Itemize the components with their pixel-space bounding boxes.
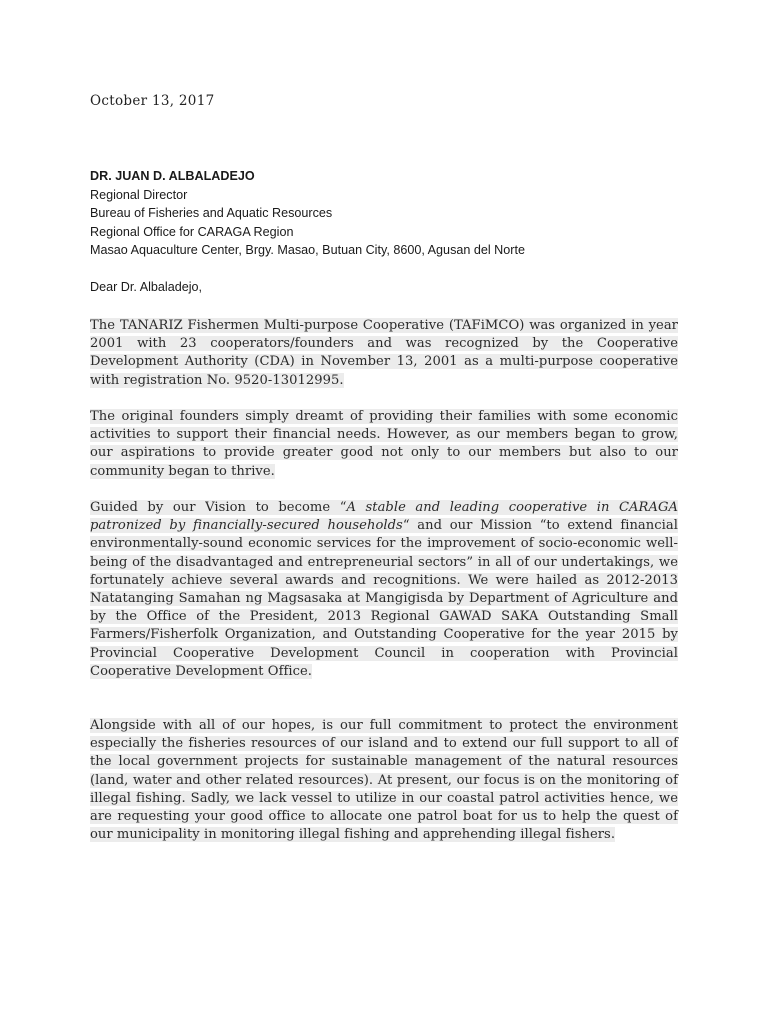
paragraph-vision-mission	[90, 499, 678, 681]
paragraph-founders	[90, 408, 678, 481]
vision-lead-text: Guided by our Vision to become “	[90, 500, 347, 515]
recipient-organization: Bureau of Fisheries and Aquatic Resources	[90, 206, 333, 221]
vision-statement: A stable and leading cooperative in CARAGA patronized by financially-secured households	[90, 500, 678, 534]
recipient-name: DR. JUAN D. ALBALADEJO	[90, 169, 255, 183]
mission-awards-text: “ and our Mission “to extend financial environmentally-sound economic services for the improvement of socio-economic well-being of the disadvantaged and entrepreneurial sectors” in all of our undertakings, we fortunately achieve several awards and recognitions. We were hailed as 2012-2013 Natatanging Samahan ng Magsasaka at Mangigisda by Department of Agriculture and by the Office of the President, 2013 Regional GAWAD SAKA Outstanding Small Farmers/Fisherfolk Organization, and Outstanding Cooperative for the year 2015 by Provincial Cooperative Development Council in cooperation with Provincial Cooperative Development Office.	[90, 518, 678, 679]
paragraph-vision-mission-text	[90, 500, 678, 679]
paragraph-history-text: The TANARIZ Fishermen Multi-purpose Cooperative (TAFiMCO) was organized in year 2001 with 23 cooperators/founders and was recognized by the Cooperative Development Authority (CDA) in November 13, 2001 as a multi-purpose cooperative with registration No. 9520-13012995.	[90, 318, 678, 388]
letter-date: October 13, 2017	[90, 93, 215, 109]
paragraph-history	[90, 317, 678, 390]
salutation: Dear Dr. Albaladejo,	[90, 280, 203, 294]
paragraph-founders-text: The original founders simply dreamt of providing their families with some economic activities to support their financial needs. However, as our members began to grow, our aspirations to provide greater good not only to our members but also to our community began to thrive.	[90, 409, 678, 479]
recipient-block	[90, 167, 690, 260]
paragraph-request-text: Alongside with all of our hopes, is our full commitment to protect the environment especially the fisheries resources of our island and to extend our full support to all of the local government projects for sustainable management of the natural resources (land, water and other related resources). At present, our focus is on the monitoring of illegal fishing. Sadly, we lack vessel to utilize in our coastal patrol activities hence, we are requesting your good office to allocate one patrol boat for us to help the quest of our municipality in monitoring illegal fishing and apprehending illegal fishers.	[90, 718, 678, 843]
recipient-office: Regional Office for CARAGA Region	[90, 224, 294, 239]
recipient-address: Masao Aquaculture Center, Brgy. Masao, Butuan City, 8600, Agusan del Norte	[90, 243, 525, 258]
recipient-title: Regional Director	[90, 187, 188, 202]
paragraph-request	[90, 717, 678, 844]
